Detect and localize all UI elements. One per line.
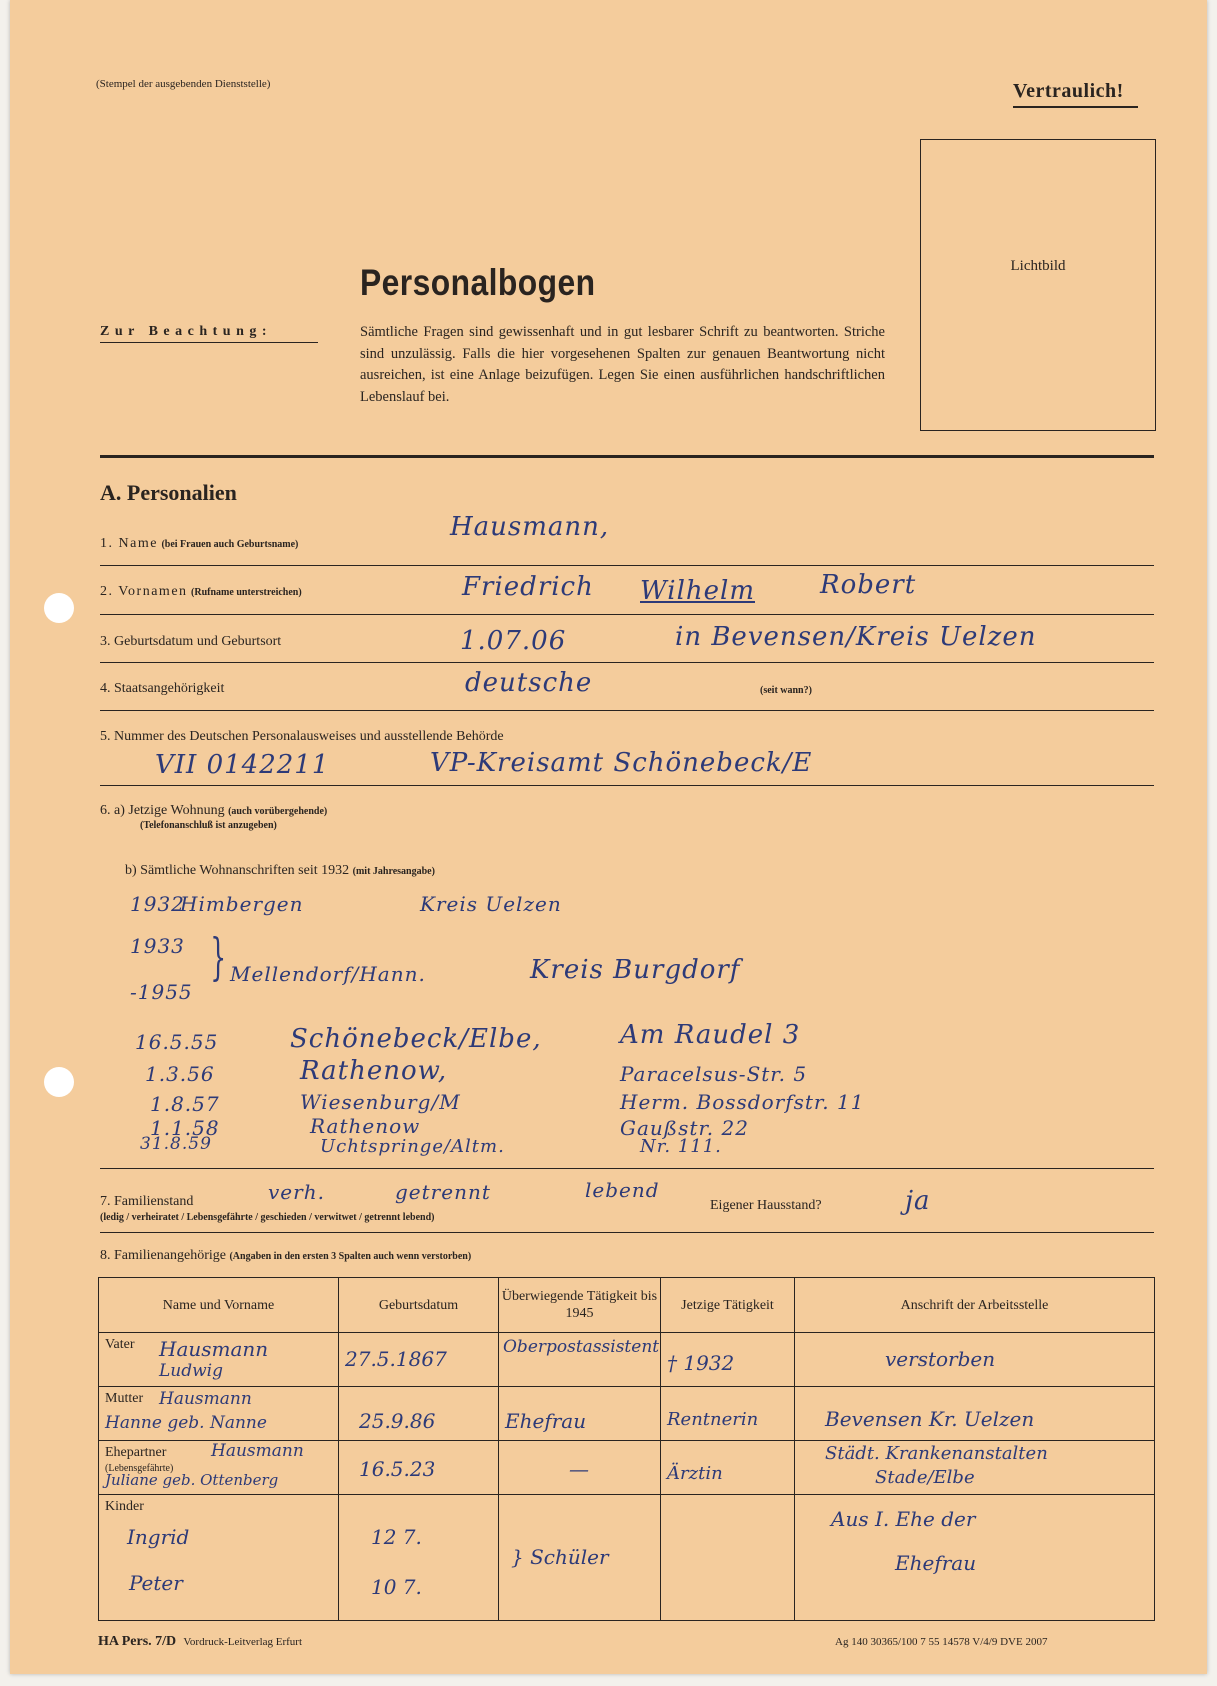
address-1955-extra[interactable]: Kreis Burgdorf xyxy=(530,955,741,985)
q1-label: 1. Name (bei Frauen auch Geburtsname) xyxy=(100,536,299,551)
spouse-occupation-cell[interactable]: — xyxy=(499,1441,661,1495)
q4-line xyxy=(100,710,1154,711)
q1-answer[interactable]: Hausmann, xyxy=(450,512,610,542)
notice-label-underline xyxy=(100,342,318,343)
col-header-workplace: Anschrift der Arbeitsstelle xyxy=(795,1278,1155,1333)
address-1957-place[interactable]: Wiesenburg/M xyxy=(300,1090,461,1114)
q2-line xyxy=(100,614,1154,615)
col-header-current: Jetzige Tätigkeit xyxy=(661,1278,795,1333)
household-answer[interactable]: ja xyxy=(905,1186,931,1216)
q3-answer-date[interactable]: 1.07.06 xyxy=(460,626,567,656)
notice-text: Sämtliche Fragen sind gewissenhaft und in gut lesbarer Schrift zu beantworten. Striche sind unzulässig. Falls die hier vorgesehenen Spalten zur genauen Beantwortung nicht ausreichen, ist eine Anlage beizufügen. Legen Sie einen ausführlichen handschriftlichen Lebenslauf bei. xyxy=(360,324,885,405)
confidential-label: Vertraulich! xyxy=(1013,80,1124,102)
q8-label: 8. Familienangehörige (Angaben in den ersten 3 Spalten auch wenn verstorben) xyxy=(100,1248,472,1263)
q5-answer-number[interactable]: VII 0142211 xyxy=(155,750,330,780)
q4-since-note: (seit wann?) xyxy=(760,685,812,696)
address-1956-date[interactable]: 1.3.56 xyxy=(145,1062,215,1086)
footer-print-code: Ag 140 30365/100 7 55 14578 V/4/9 DVE 2007 xyxy=(835,1636,1048,1648)
q2-answer-rufname[interactable]: Wilhelm xyxy=(640,576,755,606)
spouse-current-cell[interactable]: Ärztin xyxy=(661,1441,795,1495)
address-brace: } xyxy=(210,928,227,986)
stamp-note: (Stempel der ausgebenden Dienststelle) xyxy=(96,78,271,90)
q3-answer-place[interactable]: in Bevensen/Kreis Uelzen xyxy=(675,622,1037,652)
address-1959-extra[interactable]: Nr. 111. xyxy=(640,1136,722,1157)
address-1958-extra[interactable]: Gaußstr. 22 xyxy=(620,1116,749,1140)
children-occupation-cell[interactable]: } Schüler xyxy=(499,1495,661,1621)
mother-occupation-cell[interactable]: Ehefrau xyxy=(499,1387,661,1441)
q6a-note2: (Telefonanschluß ist anzugeben) xyxy=(140,820,277,831)
spouse-workplace-cell[interactable]: Städt. Krankenanstalten Stade/Elbe xyxy=(795,1441,1155,1495)
q7-note: (ledig / verheiratet / Lebensgefährte / geschieden / verwitwet / getrennt lebend) xyxy=(100,1212,435,1223)
table-row-mother xyxy=(99,1387,1155,1441)
address-1955b-place[interactable]: Schönebeck/Elbe, xyxy=(290,1024,542,1054)
table-row-children xyxy=(99,1495,1155,1621)
family-table-header xyxy=(99,1278,1155,1333)
punch-hole-bottom xyxy=(44,1067,74,1097)
address-1932-date[interactable]: 1932 xyxy=(130,892,185,916)
q7-label: 7. Familienstand xyxy=(100,1194,194,1209)
father-name-cell[interactable]: Vater Hausmann Ludwig xyxy=(99,1333,339,1387)
document-sheet xyxy=(10,0,1207,1674)
photo-label: Lichtbild xyxy=(1010,258,1066,274)
q6b-label: b) Sämtliche Wohnanschriften seit 1932 (mit Jahresangabe) xyxy=(125,863,435,878)
children-birth-cell[interactable]: 12 7. 10 7. xyxy=(339,1495,499,1621)
spouse-name-cell[interactable]: Ehepartner (Lebensgefährte) Hausmann Juliane geb. Ottenberg xyxy=(99,1441,339,1495)
address-1956-extra[interactable]: Paracelsus-Str. 5 xyxy=(620,1062,808,1086)
q2-answer-first[interactable]: Friedrich xyxy=(462,572,594,602)
household-label: Eigener Hausstand? xyxy=(710,1198,822,1213)
col-header-birth: Geburtsdatum xyxy=(339,1278,499,1333)
table-row-spouse xyxy=(99,1441,1155,1495)
q2-answer-third[interactable]: Robert xyxy=(820,570,917,600)
address-1959-date[interactable]: 31.8.59 xyxy=(140,1134,212,1154)
address-1955-date[interactable]: -1955 xyxy=(130,980,193,1004)
father-birth-cell[interactable]: 27.5.1867 xyxy=(339,1333,499,1387)
q7-line xyxy=(100,1232,1154,1233)
address-1955-place[interactable]: Mellendorf/Hann. xyxy=(230,962,426,986)
section-a-heading: A. Personalien xyxy=(100,480,237,505)
footer-left: HA Pers. 7/D Vordruck-Leitverlag Erfurt xyxy=(98,1634,303,1649)
q3-line xyxy=(100,662,1154,663)
q7-answer-2[interactable]: getrennt xyxy=(395,1180,491,1204)
mother-name-cell[interactable]: Mutter Hausmann Hanne geb. Nanne xyxy=(99,1387,339,1441)
q2-label: 2. Vornamen (Rufname unterstreichen) xyxy=(100,584,302,599)
photo-box[interactable] xyxy=(920,139,1156,431)
address-1957-extra[interactable]: Herm. Bossdorfstr. 11 xyxy=(620,1090,865,1114)
address-1958-date[interactable]: 1.1.58 xyxy=(150,1116,220,1140)
q4-answer[interactable]: deutsche xyxy=(465,668,593,698)
children-name-cell[interactable]: Kinder Ingrid Peter xyxy=(99,1495,339,1621)
address-1955b-extra[interactable]: Am Raudel 3 xyxy=(620,1020,801,1050)
header-divider xyxy=(100,455,1154,458)
q5-line xyxy=(100,785,1154,786)
page-title: Personalbogen xyxy=(360,262,596,303)
col-header-name: Name und Vorname xyxy=(99,1278,339,1333)
mother-birth-cell[interactable]: 25.9.86 xyxy=(339,1387,499,1441)
address-1933-date[interactable]: 1933 xyxy=(130,934,185,958)
address-1932-extra[interactable]: Kreis Uelzen xyxy=(420,892,562,916)
q7-answer-3[interactable]: lebend xyxy=(585,1178,660,1202)
address-1955b-date[interactable]: 16.5.55 xyxy=(135,1030,219,1054)
address-1932-place[interactable]: Himbergen xyxy=(180,892,304,916)
punch-hole-top xyxy=(44,593,74,623)
q7-answer-1[interactable]: verh. xyxy=(268,1180,325,1204)
q6-line xyxy=(100,1168,1154,1169)
address-1957-date[interactable]: 1.8.57 xyxy=(150,1092,220,1116)
q5-label: 5. Nummer des Deutschen Personalausweises und ausstellende Behörde xyxy=(100,729,504,744)
table-row-father xyxy=(99,1333,1155,1387)
q4-label: 4. Staatsangehörigkeit xyxy=(100,681,225,696)
mother-current-cell[interactable]: Rentnerin xyxy=(661,1387,795,1441)
mother-workplace-cell[interactable]: Bevensen Kr. Uelzen xyxy=(795,1387,1155,1441)
address-1959-place[interactable]: Uchtspringe/Altm. xyxy=(320,1136,505,1157)
address-1958-place[interactable]: Rathenow xyxy=(310,1114,421,1138)
col-header-occupation-1945: Überwiegende Tätigkeit bis 1945 xyxy=(499,1278,661,1333)
father-current-cell[interactable]: † 1932 xyxy=(661,1333,795,1387)
father-occupation-cell[interactable]: Oberpostassistent xyxy=(499,1333,661,1387)
notice-label: Zur Beachtung: xyxy=(100,324,273,339)
q3-label: 3. Geburtsdatum und Geburtsort xyxy=(100,634,282,649)
confidential-underline xyxy=(1013,106,1138,108)
children-current-cell[interactable] xyxy=(661,1495,795,1621)
children-workplace-cell[interactable]: Aus I. Ehe der Ehefrau xyxy=(795,1495,1155,1621)
q6a-label: 6. a) Jetzige Wohnung (auch vorübergehende) xyxy=(100,803,328,818)
family-table xyxy=(98,1277,1155,1621)
spouse-birth-cell[interactable]: 16.5.23 xyxy=(339,1441,499,1495)
q1-line xyxy=(100,565,1154,566)
q5-answer-authority[interactable]: VP-Kreisamt Schönebeck/E xyxy=(430,748,813,778)
father-workplace-cell[interactable]: verstorben xyxy=(795,1333,1155,1387)
address-1956-place[interactable]: Rathenow, xyxy=(300,1056,448,1086)
